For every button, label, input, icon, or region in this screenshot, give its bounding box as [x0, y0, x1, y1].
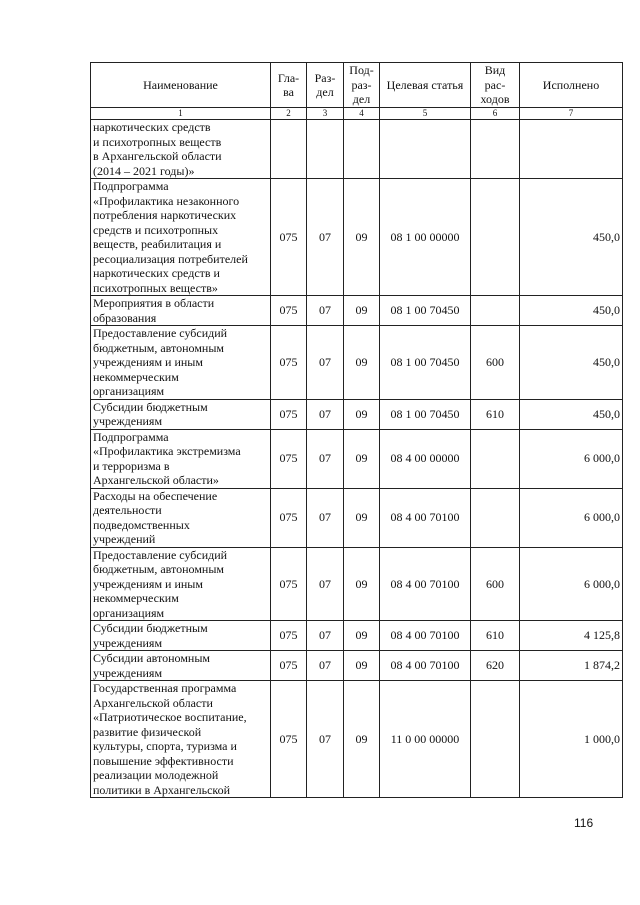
row-podrazdel: 09	[344, 179, 380, 296]
header-vid: Вид рас- ходов	[471, 63, 520, 108]
header-razdel: Раз- дел	[307, 63, 344, 108]
column-number: 3	[307, 108, 344, 120]
row-ispolneno: 6 000,0	[520, 488, 623, 547]
table-row	[91, 621, 623, 651]
row-glava: 075	[271, 399, 307, 429]
column-number-row	[91, 108, 623, 120]
row-ispolneno: 4 125,8	[520, 621, 623, 651]
row-statya: 08 4 00 70100	[380, 651, 471, 681]
row-vid: 620	[471, 651, 520, 681]
column-number: 2	[271, 108, 307, 120]
row-vid	[471, 179, 520, 296]
row-name: Предоставление субсидий бюджетным, автономным учреждениям и иным некоммерческим организациям	[91, 326, 271, 400]
row-name: Субсидии бюджетным учреждениям	[91, 399, 271, 429]
row-ispolneno: 6 000,0	[520, 547, 623, 621]
row-name: Государственная программа Архангельской области «Патриотическое воспитание, развитие физической культуры, спорта, туризма и повышение эффективности реализации молодежной политики в Архангельской	[91, 681, 271, 798]
header-statya: Целевая статья	[380, 63, 471, 108]
table-row	[91, 488, 623, 547]
row-glava: 075	[271, 651, 307, 681]
row-razdel: 07	[307, 681, 344, 798]
row-podrazdel	[344, 120, 380, 179]
row-name: Мероприятия в области образования	[91, 296, 271, 326]
table-row	[91, 326, 623, 400]
row-glava: 075	[271, 326, 307, 400]
row-podrazdel: 09	[344, 651, 380, 681]
row-ispolneno: 450,0	[520, 296, 623, 326]
table-row	[91, 429, 623, 488]
row-razdel: 07	[307, 399, 344, 429]
column-number: 6	[471, 108, 520, 120]
row-vid: 610	[471, 621, 520, 651]
row-glava: 075	[271, 547, 307, 621]
row-podrazdel: 09	[344, 296, 380, 326]
header-podrazdel: Под- раз- дел	[344, 63, 380, 108]
row-ispolneno: 450,0	[520, 179, 623, 296]
row-podrazdel: 09	[344, 681, 380, 798]
row-name: Подпрограмма «Профилактика экстремизма и терроризма в Архангельской области»	[91, 429, 271, 488]
row-glava: 075	[271, 488, 307, 547]
row-podrazdel: 09	[344, 429, 380, 488]
header-ispolneno: Исполнено	[520, 63, 623, 108]
column-number: 4	[344, 108, 380, 120]
row-razdel: 07	[307, 621, 344, 651]
row-name: Субсидии бюджетным учреждениям	[91, 621, 271, 651]
table-row	[91, 399, 623, 429]
table-row	[91, 120, 623, 179]
row-podrazdel: 09	[344, 326, 380, 400]
row-statya	[380, 120, 471, 179]
row-glava: 075	[271, 621, 307, 651]
row-razdel: 07	[307, 488, 344, 547]
header-name: Наименование	[91, 63, 271, 108]
row-ispolneno	[520, 120, 623, 179]
row-statya: 08 4 00 70100	[380, 621, 471, 651]
row-razdel	[307, 120, 344, 179]
row-vid: 600	[471, 326, 520, 400]
row-statya: 08 1 00 00000	[380, 179, 471, 296]
row-razdel: 07	[307, 547, 344, 621]
row-name: наркотических средств и психотропных веществ в Архангельской области (2014 – 2021 годы)»	[91, 120, 271, 179]
row-glava: 075	[271, 296, 307, 326]
column-number: 1	[91, 108, 271, 120]
row-statya: 08 1 00 70450	[380, 399, 471, 429]
row-vid	[471, 296, 520, 326]
table-row	[91, 651, 623, 681]
row-vid: 600	[471, 547, 520, 621]
row-statya: 08 4 00 70100	[380, 488, 471, 547]
row-vid: 610	[471, 399, 520, 429]
row-vid	[471, 120, 520, 179]
row-glava: 075	[271, 179, 307, 296]
header-glava: Гла- ва	[271, 63, 307, 108]
row-vid	[471, 681, 520, 798]
row-name: Подпрограмма «Профилактика незаконного потребления наркотических средств и психотропных веществ, реабилитация и ресоциализация потребителей наркотических средств и психотропных веществ»	[91, 179, 271, 296]
row-ispolneno: 450,0	[520, 326, 623, 400]
row-statya: 08 1 00 70450	[380, 296, 471, 326]
column-number: 5	[380, 108, 471, 120]
row-podrazdel: 09	[344, 621, 380, 651]
column-number: 7	[520, 108, 623, 120]
row-statya: 08 1 00 70450	[380, 326, 471, 400]
row-name: Предоставление субсидий бюджетным, автономным учреждениям и иным некоммерческим организациям	[91, 547, 271, 621]
row-glava	[271, 120, 307, 179]
row-razdel: 07	[307, 179, 344, 296]
budget-table	[90, 62, 623, 798]
row-razdel: 07	[307, 651, 344, 681]
row-podrazdel: 09	[344, 399, 380, 429]
header-row	[91, 63, 623, 108]
row-ispolneno: 6 000,0	[520, 429, 623, 488]
row-name: Субсидии автономным учреждениям	[91, 651, 271, 681]
table-row	[91, 547, 623, 621]
row-ispolneno: 450,0	[520, 399, 623, 429]
row-razdel: 07	[307, 326, 344, 400]
row-name: Расходы на обеспечение деятельности подведомственных учреждений	[91, 488, 271, 547]
row-razdel: 07	[307, 429, 344, 488]
row-podrazdel: 09	[344, 547, 380, 621]
row-statya: 11 0 00 00000	[380, 681, 471, 798]
table-row	[91, 179, 623, 296]
row-podrazdel: 09	[344, 488, 380, 547]
row-razdel: 07	[307, 296, 344, 326]
row-statya: 08 4 00 70100	[380, 547, 471, 621]
page-number: 116	[574, 816, 594, 830]
table-row	[91, 681, 623, 798]
row-statya: 08 4 00 00000	[380, 429, 471, 488]
row-glava: 075	[271, 681, 307, 798]
row-vid	[471, 488, 520, 547]
table-row	[91, 296, 623, 326]
row-ispolneno: 1 874,2	[520, 651, 623, 681]
row-ispolneno: 1 000,0	[520, 681, 623, 798]
row-vid	[471, 429, 520, 488]
row-glava: 075	[271, 429, 307, 488]
